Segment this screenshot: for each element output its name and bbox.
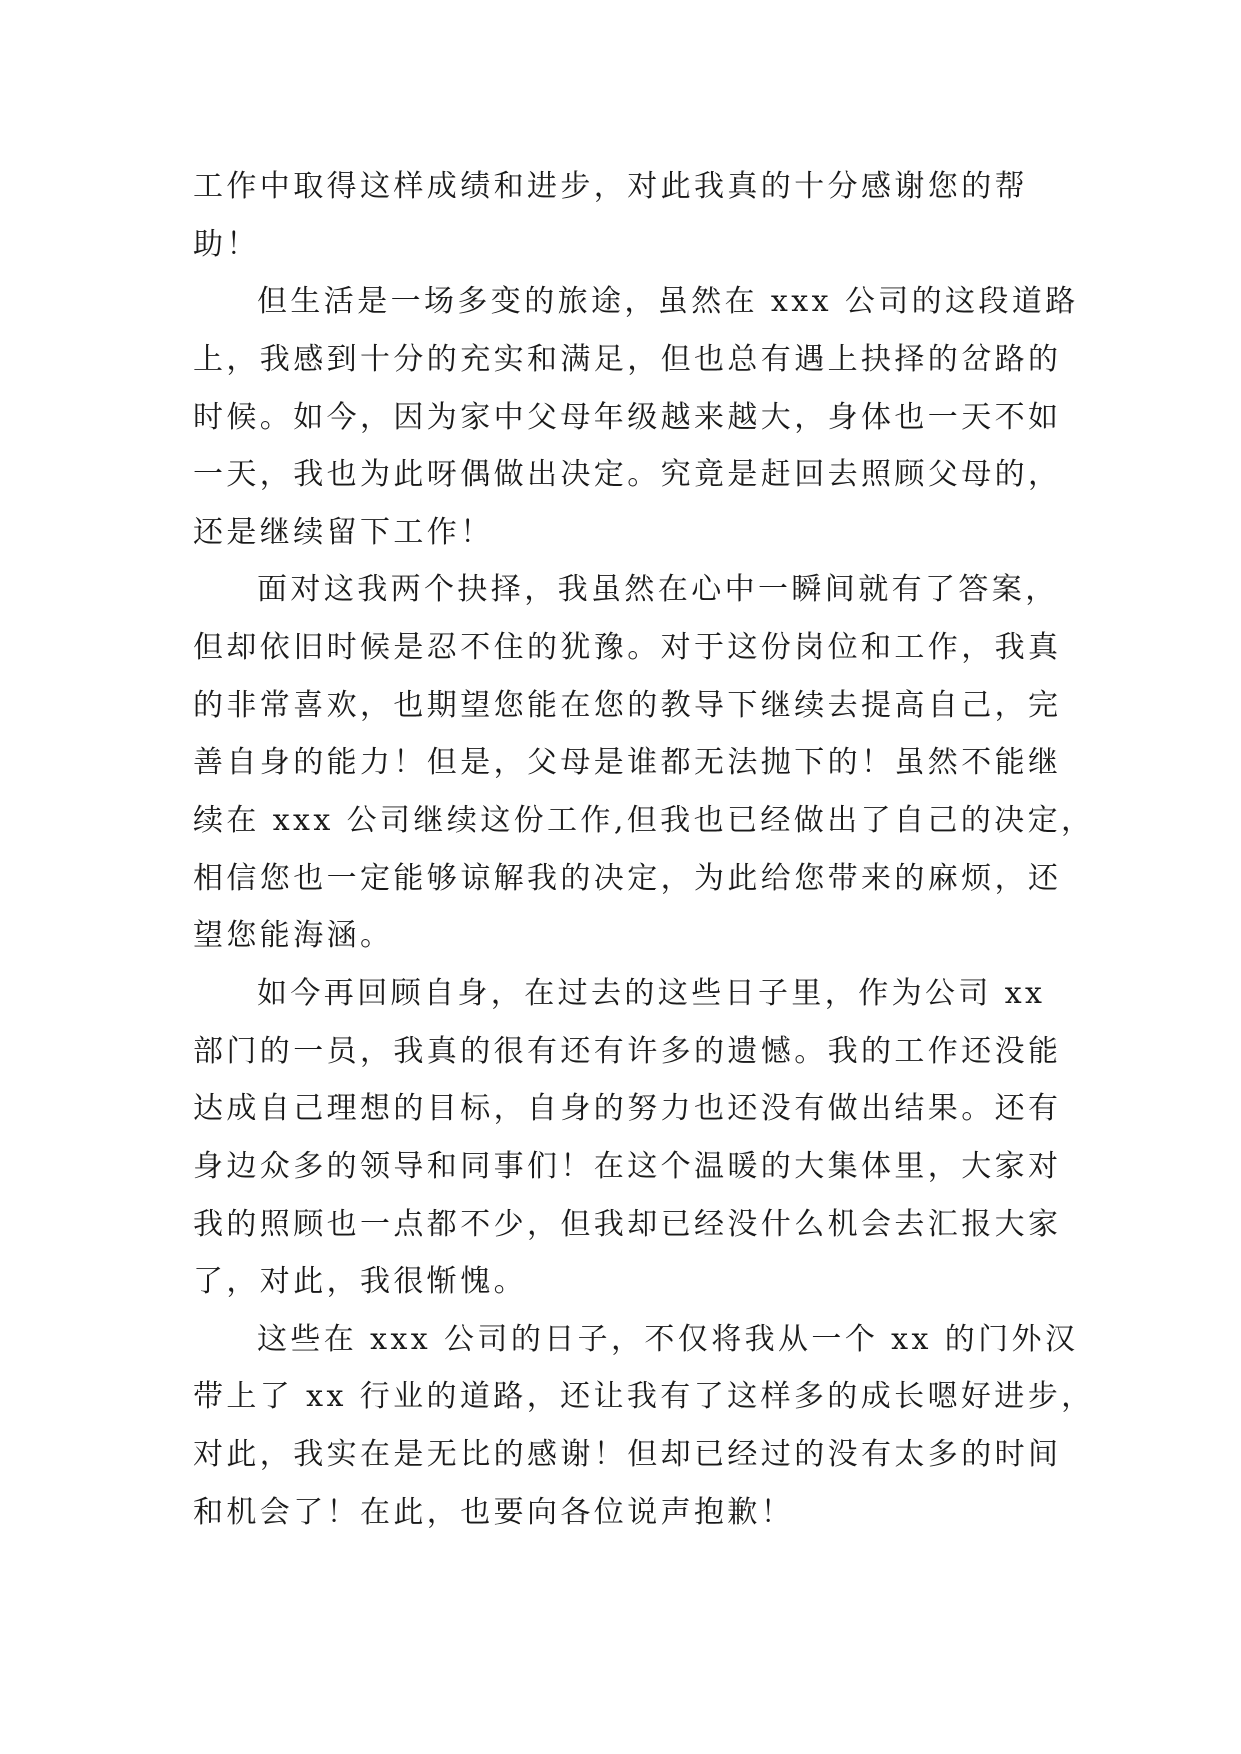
text-line: 的非常喜欢，也期望您能在您的教导下继续去提高自己，完	[193, 687, 1062, 723]
text-line: 如今再回顾自身，在过去的这些日子里，作为公司 xx	[257, 975, 1046, 1011]
text-line: 一天，我也为此呀偶做出决定。究竟是赶回去照顾父母的，	[193, 457, 1062, 493]
text-line: 和机会了！在此，也要向各位说声抱歉！	[193, 1494, 795, 1530]
text-line: 善自身的能力！但是，父母是谁都无法抛下的！虽然不能继	[193, 745, 1062, 781]
text-line: 对此，我实在是无比的感谢！但却已经过的没有太多的时间	[193, 1437, 1062, 1473]
text-line: 面对这我两个抉择，我虽然在心中一瞬间就有了答案，	[257, 572, 1059, 608]
text-line: 身边众多的领导和同事们！在这个温暖的大集体里，大家对	[193, 1148, 1062, 1184]
text-line: 上，我感到十分的充实和满足，但也总有遇上抉择的岔路的	[193, 341, 1062, 377]
text-line: 我的照顾也一点都不少，但我却已经没什么机会去汇报大家	[193, 1206, 1062, 1242]
text-line: 助！	[193, 226, 260, 262]
text-line: 工作中取得这样成绩和进步，对此我真的十分感谢您的帮	[193, 169, 1028, 204]
text-line: 了，对此，我很惭愧。	[193, 1264, 527, 1300]
text-line: 但却依旧时候是忍不住的犹豫。对于这份岗位和工作，我真	[193, 630, 1062, 666]
paragraph	[193, 561, 1095, 964]
document-body	[193, 158, 1095, 1541]
text-line: 部门的一员，我真的很有还有许多的遗憾。我的工作还没能	[193, 1033, 1062, 1069]
text-line: 达成自己理想的目标，自身的努力也还没有做出结果。还有	[193, 1091, 1062, 1127]
paragraph	[193, 1311, 1095, 1542]
paragraph	[193, 965, 1062, 1311]
text-line: 带上了 xx 行业的道路，还让我有了这样多的成长嗯好进步，	[193, 1379, 1095, 1415]
text-line: 续在 xxx 公司继续这份工作,但我也已经做出了自己的决定，	[193, 803, 1095, 839]
paragraph	[193, 273, 1079, 561]
text-line: 但生活是一场多变的旅途，虽然在 xxx 公司的这段道路	[257, 284, 1079, 320]
paragraph	[193, 158, 1053, 273]
text-line: 相信您也一定能够谅解我的决定，为此给您带来的麻烦，还	[193, 860, 1062, 896]
text-line: 还是继续留下工作！	[193, 514, 494, 550]
text-line: 这些在 xxx 公司的日子，不仅将我从一个 xx 的门外汉	[257, 1321, 1079, 1357]
text-line: 望您能海涵。	[193, 918, 394, 954]
text-line: 时候。如今，因为家中父母年级越来越大，身体也一天不如	[193, 399, 1062, 435]
